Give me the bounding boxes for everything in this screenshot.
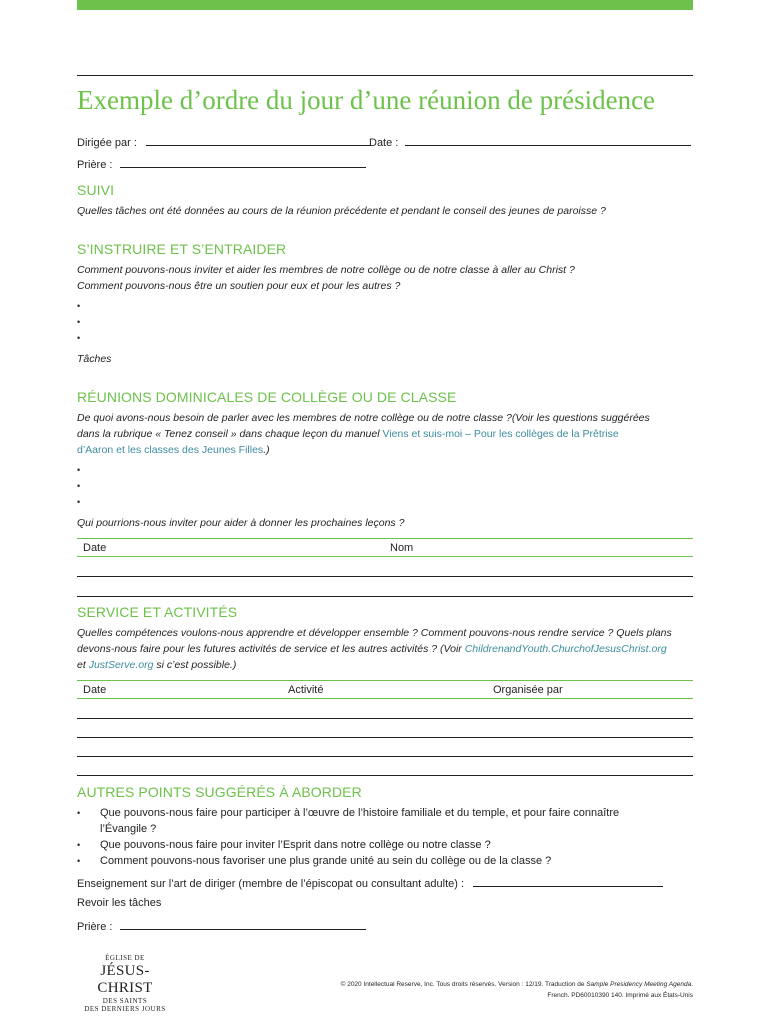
column-header-name: Nom xyxy=(390,542,414,554)
directed-by-blank[interactable] xyxy=(146,134,370,146)
list-item xyxy=(77,853,693,869)
reunions-question-text: dans la rubrique « Tenez conseil » dans chaque leçon du manuel xyxy=(77,428,383,440)
table-row-line[interactable] xyxy=(77,718,693,719)
reunions-question-line-3 xyxy=(77,442,270,458)
bullet-point: • xyxy=(77,301,81,311)
top-accent-bar xyxy=(77,0,693,10)
list-item xyxy=(77,837,693,853)
teaching-field[interactable] xyxy=(77,875,663,891)
closing-prayer-field[interactable] xyxy=(77,918,366,934)
date-blank[interactable] xyxy=(405,134,691,146)
bullet-point: • xyxy=(77,840,81,850)
review-tasks-label: Revoir les tâches xyxy=(77,897,162,909)
bullet-point: • xyxy=(77,317,81,327)
table-row-line[interactable] xyxy=(77,576,693,577)
bullet-point: • xyxy=(77,481,81,491)
suivi-question: Quelles tâches ont été données au cours de la réunion précédente et pendant le conseil des jeunes de paroisse ? xyxy=(77,205,606,217)
manual-link-continued[interactable]: d’Aaron et les classes des Jeunes Filles xyxy=(77,444,264,456)
section-heading-instruire: S’INSTRUIRE ET S’ENTRAIDER xyxy=(77,241,287,257)
bullet-point: • xyxy=(77,333,81,343)
table-row-line[interactable] xyxy=(77,737,693,738)
closing-prayer-blank[interactable] xyxy=(120,918,366,930)
prayer-label: Prière : xyxy=(77,159,113,171)
list-item-text: Comment pouvons-nous favoriser une plus grande unité au sein du collège ou de la classe ? xyxy=(100,855,552,867)
table-top-border xyxy=(77,680,693,681)
date-field[interactable] xyxy=(369,134,691,150)
column-header-organized-by: Organisée par xyxy=(493,684,563,696)
service-question-line-3 xyxy=(77,657,236,673)
section-heading-service: SERVICE ET ACTIVITÉS xyxy=(77,604,238,620)
list-item-text: l’Évangile ? xyxy=(100,823,157,835)
list-item-text: Que pouvons-nous faire pour inviter l’Esprit dans notre collège ou notre classe ? xyxy=(100,839,491,851)
date-label: Date : xyxy=(369,137,399,149)
table-row-line[interactable] xyxy=(77,756,693,757)
instruire-question-1: Comment pouvons-nous inviter et aider les membres de notre collège ou de notre classe à aller au Christ ? xyxy=(77,264,575,276)
teaching-label: Enseignement sur l’art de diriger (membre de l’épiscopat ou consultant adulte) : xyxy=(77,878,465,890)
list-item-text: Que pouvons-nous faire pour participer à l’œuvre de l’histoire familiale et du temple, et pour faire connaître xyxy=(100,807,620,819)
section-heading-suivi: SUIVI xyxy=(77,182,115,198)
list-item-continued xyxy=(77,821,693,837)
directed-by-field[interactable] xyxy=(77,134,370,150)
justserve-link[interactable]: JustServe.org xyxy=(88,659,154,671)
children-youth-link[interactable]: ChildrenandYouth.ChurchofJesusChrist.org xyxy=(464,643,667,655)
page-title: Exemple d’ordre du jour d’une réunion de présidence xyxy=(77,85,656,115)
footer-copyright-end: . xyxy=(691,981,693,988)
bullet-point: • xyxy=(77,465,81,475)
footer-copyright-text: © 2020 Intellectual Reserve, Inc. Tous droits réservés. Version : 12/19. Traduction de xyxy=(340,981,587,988)
logo-line-4: DES DERNIERS JOURS xyxy=(84,1005,166,1013)
table-header-border xyxy=(77,698,693,699)
logo-line-2: JÉSUS-CHRIST xyxy=(97,963,153,996)
reunions-question-end: .) xyxy=(263,444,270,456)
directed-by-label: Dirigée par : xyxy=(77,137,137,149)
reunions-question-line-2 xyxy=(77,426,619,442)
bullet-point: • xyxy=(77,856,81,866)
manual-link[interactable]: Viens et suis-moi – Pour les collèges de la Prêtrise xyxy=(382,428,619,440)
tasks-label: Tâches xyxy=(77,353,112,365)
column-header-activity: Activité xyxy=(288,684,324,696)
table-row-line[interactable] xyxy=(77,596,693,597)
service-question-start: et xyxy=(77,659,89,671)
table-header-border xyxy=(77,556,693,557)
teaching-blank[interactable] xyxy=(473,875,663,887)
reunions-question-line-1: De quoi avons-nous besoin de parler avec les membres de notre collège ou de notre classe ?(Voir les questions suggérées xyxy=(77,412,650,424)
footer-source-title: Sample Presidency Meeting Agenda xyxy=(586,981,692,988)
church-logo xyxy=(77,954,173,1013)
invite-question: Qui pourrions-nous inviter pour aider à donner les prochaines leçons ? xyxy=(77,517,405,529)
footer-copyright xyxy=(341,981,693,988)
logo-line-3: DES SAINTS xyxy=(102,997,148,1005)
section-heading-reunions: RÉUNIONS DOMINICALES DE COLLÈGE OU DE CLASSE xyxy=(77,389,457,405)
section-heading-autres: AUTRES POINTS SUGGÉRÉS À ABORDER xyxy=(77,784,362,800)
table-top-border xyxy=(77,538,693,539)
footer-reference: French. PD60010390 140. Imprimé aux États-Unis xyxy=(547,992,693,999)
instruire-question-2: Comment pouvons-nous être un soutien pour eux et pour les autres ? xyxy=(77,280,401,292)
service-question-end: si c’est possible.) xyxy=(153,659,237,671)
service-question-line-1: Quelles compétences voulons-nous apprendre et développer ensemble ? Comment pouvons-nous rendre service ? Quels plans xyxy=(77,627,672,639)
header-divider xyxy=(77,75,693,76)
table-row-line[interactable] xyxy=(77,775,693,776)
bullet-point: • xyxy=(77,497,81,507)
list-item xyxy=(77,805,693,821)
prayer-field[interactable] xyxy=(77,156,366,172)
column-header-date: Date xyxy=(83,684,107,696)
service-question-line-2 xyxy=(77,641,667,657)
closing-prayer-label: Prière : xyxy=(77,921,113,933)
bullet-point: • xyxy=(77,808,81,818)
column-header-date: Date xyxy=(83,542,107,554)
service-question-text: devons-nous faire pour les futures activités de service et les autres activités ? (Voir xyxy=(77,643,465,655)
prayer-blank[interactable] xyxy=(120,156,366,168)
logo-line-1: ÉGLISE DE xyxy=(105,954,145,962)
